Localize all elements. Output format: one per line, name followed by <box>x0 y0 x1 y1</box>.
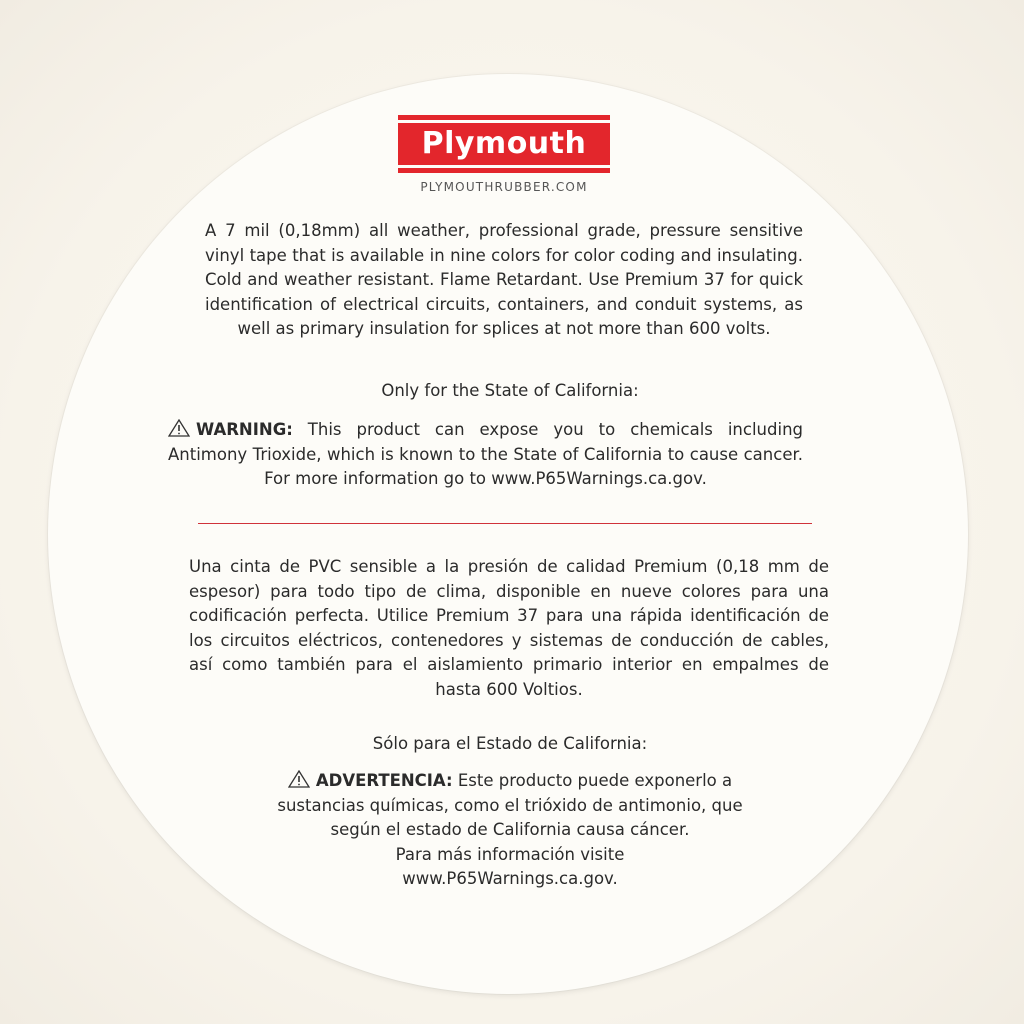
spanish-state-note: Sólo para el Estado de California: <box>372 734 648 753</box>
warning-triangle-icon <box>168 419 190 437</box>
english-state-note: Only for the State of California: <box>381 381 639 400</box>
english-description: A 7 mil (0,18mm) all weather, professional grade, pressure sensitive vinyl tape that is available in nine colors for color coding and insulating. Cold and weather resistant. Flame Retardant. Use Premium 37 for quick identification of electrical circuits, containers, and conduit systems, as well as primary insulation for splices at not more than 600 volts. <box>205 221 803 338</box>
spanish-warning-text-1: Este producto puede exponerlo a <box>452 771 733 790</box>
spanish-description: Una cinta de PVC sensible a la presión de calidad Premium (0,18 mm de espesor) para todo tipo de clima, disponible en nueve colores para una codificación perfecta. Utilice Premium 37 para una rápida identificación de los circuitos eléctricos, contenedores y sistemas de conducción de cables, así como también para el aislamiento primario interior en empalmes de hasta 600 Voltios. <box>189 557 829 699</box>
spanish-warning-line3: según el estado de California causa cáncer. <box>330 820 690 839</box>
logo-text: Plymouth <box>421 126 587 161</box>
warning-label: WARNING: <box>196 420 293 439</box>
warning-triangle-icon <box>288 770 310 788</box>
warning-text: This product can expose you to chemicals including Antimony Trioxide, which is known to the State of California to cause cancer. For more information go to www.P65Warnings.ca.gov. <box>168 420 803 488</box>
brand-url: PLYMOUTHRUBBER.COM <box>420 180 588 194</box>
english-warning <box>168 418 803 492</box>
spanish-warning-line1 <box>220 769 800 794</box>
spanish-warning-line5: www.P65Warnings.ca.gov. <box>402 869 618 888</box>
divider-line <box>198 523 812 524</box>
advertencia-label: ADVERTENCIA: <box>315 771 453 790</box>
spanish-warning-line2: sustancias químicas, como el trióxido de antimonio, que <box>277 795 743 815</box>
plymouth-logo <box>398 115 610 173</box>
spanish-warning-line4: Para más información visite <box>395 844 625 864</box>
spanish-warning <box>220 769 800 892</box>
